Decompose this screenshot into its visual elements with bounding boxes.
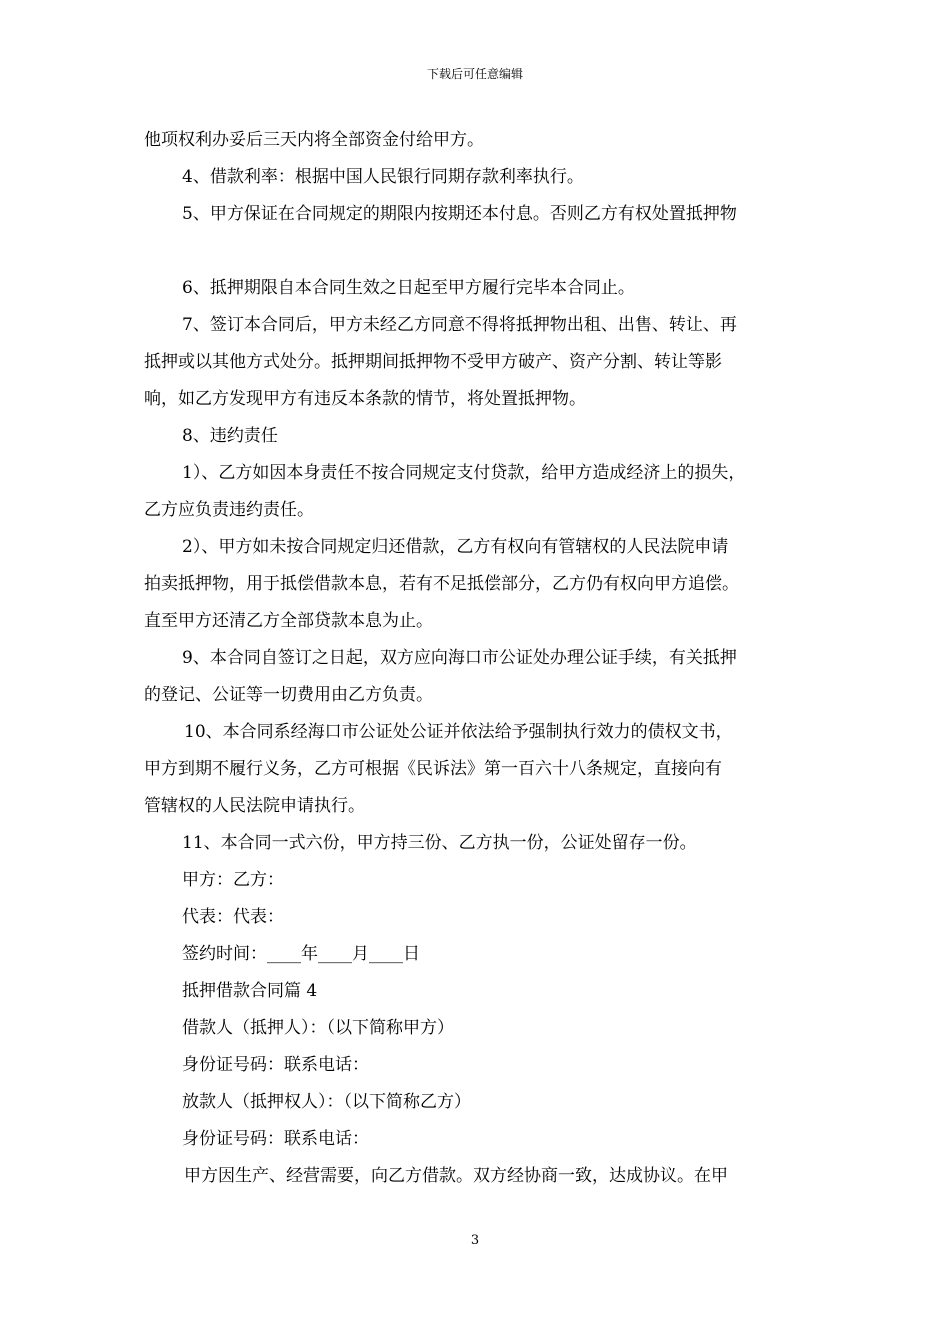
page-header: 下载后可任意编辑 <box>426 67 523 81</box>
text-line: 的登记、公证等一切费用由乙方负责。 <box>144 685 433 705</box>
text-line: 直至甲方还清乙方全部贷款本息为止。 <box>144 611 433 631</box>
text-line: 6、抵押期限自本合同生效之日起至甲方履行完毕本合同止。 <box>182 278 635 298</box>
text-line: 放款人（抵押权人）：（以下简称乙方） <box>182 1092 471 1112</box>
text-line: 借款人（抵押人）：（以下简称甲方） <box>182 1018 454 1038</box>
text-line: 8、违约责任 <box>182 426 278 446</box>
text-line: 甲方到期不履行义务，乙方可根据《民诉法》第一百六十八条规定，直接向有 <box>144 759 722 779</box>
text-line: 乙方应负责违约责任。 <box>144 500 314 520</box>
text-line: 他项权利办妥后三天内将全部资金付给甲方。 <box>144 130 484 150</box>
document-body <box>144 122 824 1195</box>
text-line: 10、本合同系经海口市公证处公证并依法给予强制执行效力的债权文书， <box>184 722 733 742</box>
blank-line <box>144 233 824 270</box>
text-line: 抵押或以其他方式处分。抵押期间抵押物不受甲方破产、资产分割、转让等影 <box>144 352 722 372</box>
text-line: 5、甲方保证在合同规定的期限内按期还本付息。否则乙方有权处置抵押物 <box>182 204 737 224</box>
text-line: 代表：代表： <box>182 907 284 927</box>
text-line: 1）、乙方如因本身责任不按合同规定支付贷款，给甲方造成经济上的损失， <box>182 463 746 483</box>
section-title: 抵押借款合同篇 4 <box>182 981 318 1001</box>
text-line: 签约时间：____年____月____日 <box>182 944 420 964</box>
text-line: 7、签订本合同后，甲方未经乙方同意不得将抵押物出租、出售、转让、再 <box>182 315 737 335</box>
text-line: 9、本合同自签订之日起，双方应向海口市公证处办理公证手续，有关抵押 <box>182 648 737 668</box>
text-line: 拍卖抵押物，用于抵偿借款本息，若有不足抵偿部分，乙方仍有权向甲方追偿。 <box>144 574 739 594</box>
text-line: 甲方：乙方： <box>182 870 284 890</box>
text-line: 管辖权的人民法院申请执行。 <box>144 796 365 816</box>
text-line: 11、本合同一式六份，甲方持三份、乙方执一份，公证处留存一份。 <box>182 833 697 853</box>
text-line: 响，如乙方发现甲方有违反本条款的情节，将处置抵押物。 <box>144 389 586 409</box>
text-line: 2）、甲方如未按合同规定归还借款，乙方有权向有管辖权的人民法院申请 <box>182 537 729 557</box>
page-number: 3 <box>470 1233 480 1248</box>
text-line: 身份证号码：联系电话： <box>182 1055 369 1075</box>
text-line: 甲方因生产、经营需要，向乙方借款。双方经协商一致，达成协议。在甲 <box>184 1166 728 1186</box>
text-line: 4、借款利率：根据中国人民银行同期存款利率执行。 <box>182 167 584 187</box>
text-line: 身份证号码：联系电话： <box>182 1129 369 1149</box>
